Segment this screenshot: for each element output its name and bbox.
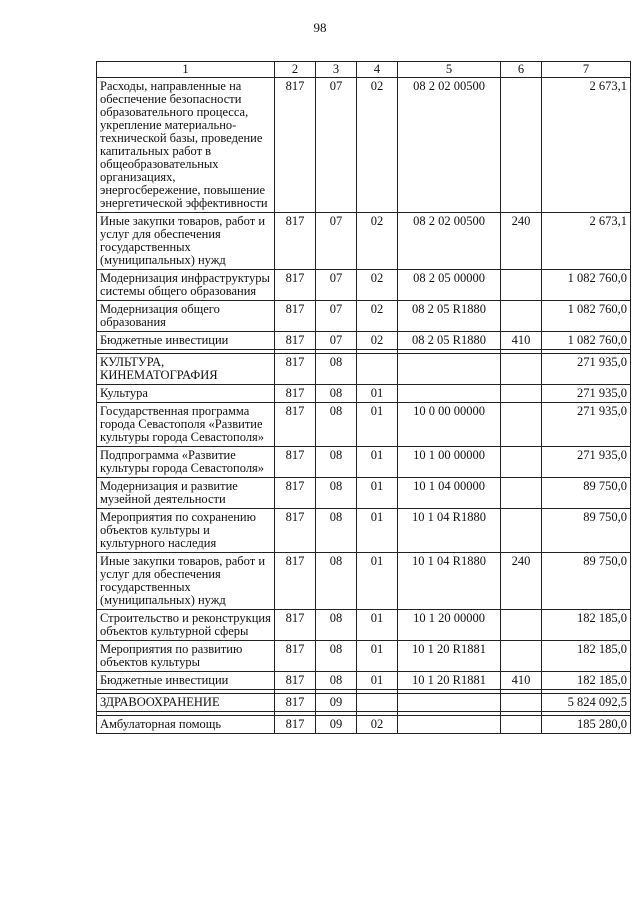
table-row	[97, 509, 631, 553]
section-code: 08	[316, 641, 357, 672]
target-article: 10 1 00 00000	[398, 447, 501, 478]
ministry-code: 817	[275, 641, 316, 672]
section-code: 09	[316, 694, 357, 712]
amount: 271 935,0	[542, 447, 631, 478]
section-code: 08	[316, 610, 357, 641]
table-row	[97, 447, 631, 478]
section-code: 08	[316, 509, 357, 553]
subsection-code: 02	[357, 716, 398, 734]
expense-type	[501, 509, 542, 553]
amount: 185 280,0	[542, 716, 631, 734]
subsection-code: 02	[357, 332, 398, 350]
amount: 89 750,0	[542, 509, 631, 553]
amount: 271 935,0	[542, 354, 631, 385]
subsection-code: 01	[357, 509, 398, 553]
amount: 182 185,0	[542, 610, 631, 641]
expense-type	[501, 270, 542, 301]
amount: 2 673,1	[542, 213, 631, 270]
expense-type: 240	[501, 213, 542, 270]
row-name: Амбулаторная помощь	[97, 716, 275, 734]
subsection-code: 01	[357, 553, 398, 610]
amount: 271 935,0	[542, 403, 631, 447]
subsection-code: 02	[357, 301, 398, 332]
table-row	[97, 478, 631, 509]
row-name: Государственная программа города Севастополя «Развитие культуры города Севастополя»	[97, 403, 275, 447]
ministry-code: 817	[275, 354, 316, 385]
target-article: 10 1 04 R1880	[398, 553, 501, 610]
table-body	[97, 78, 631, 734]
row-name: Модернизация общего образования	[97, 301, 275, 332]
amount: 1 082 760,0	[542, 332, 631, 350]
row-name: Расходы, направленные на обеспечение безопасности образовательного процесса, укрепление материально-технической базы, проведение капитальных работ в общеобразовательных организациях, энергосбережение, повышение энергетической эффективности	[97, 78, 275, 213]
ministry-code: 817	[275, 78, 316, 213]
ministry-code: 817	[275, 509, 316, 553]
subsection-code: 01	[357, 403, 398, 447]
section-code: 09	[316, 716, 357, 734]
expense-type	[501, 403, 542, 447]
budget-table	[96, 61, 631, 734]
row-name: Модернизация и развитие музейной деятельности	[97, 478, 275, 509]
expense-type	[501, 354, 542, 385]
amount: 5 824 092,5	[542, 694, 631, 712]
table-row	[97, 694, 631, 712]
ministry-code: 817	[275, 694, 316, 712]
ministry-code: 817	[275, 301, 316, 332]
expense-type	[501, 478, 542, 509]
table-row	[97, 213, 631, 270]
ministry-code: 817	[275, 332, 316, 350]
section-code: 08	[316, 354, 357, 385]
amount: 1 082 760,0	[542, 270, 631, 301]
expense-type	[501, 78, 542, 213]
header-col-6: 6	[501, 62, 542, 78]
expense-type	[501, 301, 542, 332]
section-code: 08	[316, 672, 357, 690]
ministry-code: 817	[275, 447, 316, 478]
table-row	[97, 354, 631, 385]
section-code: 08	[316, 403, 357, 447]
row-name: КУЛЬТУРА, КИНЕМАТОГРАФИЯ	[97, 354, 275, 385]
ministry-code: 817	[275, 478, 316, 509]
expense-type	[501, 385, 542, 403]
section-code: 07	[316, 270, 357, 301]
section-code: 07	[316, 213, 357, 270]
header-col-1: 1	[97, 62, 275, 78]
ministry-code: 817	[275, 213, 316, 270]
target-article: 10 1 20 00000	[398, 610, 501, 641]
section-code: 08	[316, 478, 357, 509]
expense-type: 410	[501, 332, 542, 350]
target-article: 08 2 05 R1880	[398, 301, 501, 332]
subsection-code: 02	[357, 213, 398, 270]
row-name: Культура	[97, 385, 275, 403]
amount: 182 185,0	[542, 641, 631, 672]
target-article: 10 1 04 00000	[398, 478, 501, 509]
expense-type: 240	[501, 553, 542, 610]
row-name: Модернизация инфраструктуры системы общего образования	[97, 270, 275, 301]
header-col-2: 2	[275, 62, 316, 78]
section-code: 07	[316, 78, 357, 213]
section-code: 07	[316, 301, 357, 332]
target-article: 10 1 20 R1881	[398, 641, 501, 672]
amount: 271 935,0	[542, 385, 631, 403]
row-name: Подпрограмма «Развитие культуры города Севастополя»	[97, 447, 275, 478]
row-name: Бюджетные инвестиции	[97, 672, 275, 690]
target-article: 08 2 02 00500	[398, 78, 501, 213]
expense-type: 410	[501, 672, 542, 690]
amount: 182 185,0	[542, 672, 631, 690]
table-row	[97, 403, 631, 447]
section-code: 07	[316, 332, 357, 350]
subsection-code: 01	[357, 610, 398, 641]
target-article	[398, 354, 501, 385]
row-name: ЗДРАВООХРАНЕНИЕ	[97, 694, 275, 712]
target-article: 08 2 05 00000	[398, 270, 501, 301]
ministry-code: 817	[275, 385, 316, 403]
row-name: Бюджетные инвестиции	[97, 332, 275, 350]
table-row	[97, 672, 631, 690]
subsection-code: 02	[357, 78, 398, 213]
header-row	[97, 62, 631, 78]
header-col-7: 7	[542, 62, 631, 78]
table-row	[97, 78, 631, 213]
header-col-5: 5	[398, 62, 501, 78]
ministry-code: 817	[275, 270, 316, 301]
row-name: Мероприятия по развитию объектов культуры	[97, 641, 275, 672]
table-row	[97, 385, 631, 403]
target-article: 10 0 00 00000	[398, 403, 501, 447]
header-col-3: 3	[316, 62, 357, 78]
table-row	[97, 301, 631, 332]
table-row	[97, 332, 631, 350]
table-row	[97, 270, 631, 301]
expense-type	[501, 641, 542, 672]
target-article	[398, 716, 501, 734]
table-row	[97, 641, 631, 672]
ministry-code: 817	[275, 553, 316, 610]
subsection-code: 01	[357, 478, 398, 509]
target-article: 10 1 20 R1881	[398, 672, 501, 690]
table-row	[97, 553, 631, 610]
row-name: Мероприятия по сохранению объектов культуры и культурного наследия	[97, 509, 275, 553]
section-code: 08	[316, 385, 357, 403]
target-article: 08 2 02 00500	[398, 213, 501, 270]
amount: 89 750,0	[542, 553, 631, 610]
subsection-code: 01	[357, 641, 398, 672]
ministry-code: 817	[275, 672, 316, 690]
subsection-code: 01	[357, 672, 398, 690]
expense-type	[501, 694, 542, 712]
row-name: Иные закупки товаров, работ и услуг для обеспечения государственных (муниципальных) нужд	[97, 553, 275, 610]
header-col-4: 4	[357, 62, 398, 78]
ministry-code: 817	[275, 403, 316, 447]
section-code: 08	[316, 553, 357, 610]
target-article: 10 1 04 R1880	[398, 509, 501, 553]
table-row	[97, 716, 631, 734]
page-number: 98	[313, 20, 327, 35]
section-code: 08	[316, 447, 357, 478]
target-article	[398, 694, 501, 712]
target-article	[398, 385, 501, 403]
target-article: 08 2 05 R1880	[398, 332, 501, 350]
amount: 89 750,0	[542, 478, 631, 509]
ministry-code: 817	[275, 716, 316, 734]
expense-type	[501, 610, 542, 641]
amount: 2 673,1	[542, 78, 631, 213]
row-name: Строительство и реконструкция объектов культурной сферы	[97, 610, 275, 641]
expense-type	[501, 447, 542, 478]
subsection-code: 01	[357, 447, 398, 478]
row-name: Иные закупки товаров, работ и услуг для обеспечения государственных (муниципальных) нужд	[97, 213, 275, 270]
table-row	[97, 610, 631, 641]
subsection-code	[357, 354, 398, 385]
amount: 1 082 760,0	[542, 301, 631, 332]
subsection-code	[357, 694, 398, 712]
subsection-code: 02	[357, 270, 398, 301]
expense-type	[501, 716, 542, 734]
ministry-code: 817	[275, 610, 316, 641]
subsection-code: 01	[357, 385, 398, 403]
